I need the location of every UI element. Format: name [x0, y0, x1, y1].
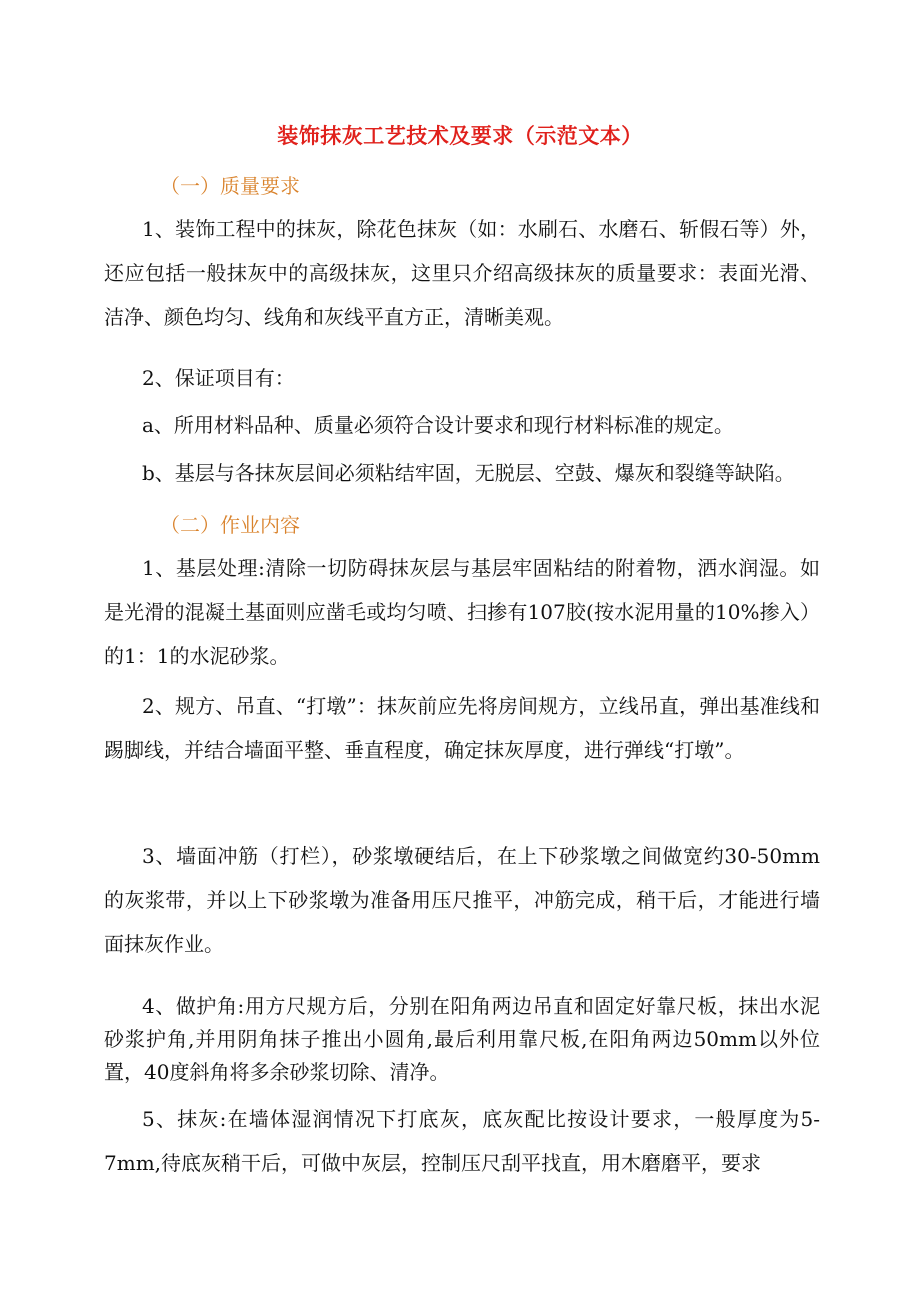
section-heading-quality: （一）质量要求 [160, 174, 300, 198]
document-title: 装饰抹灰工艺技术及要求（示范文本） [277, 123, 643, 148]
paragraph-quality-2: 2、保证项目有： [142, 366, 295, 390]
paragraph-quality-1: 1、装饰工程中的抹灰，除花色抹灰（如：水刷石、水磨石、斩假石等）外，还应包括一般抹灰中的高级抹灰，这里只介绍高级抹灰的质量要求：表面光滑、洁净、颜色均匀、线角和灰线平直方正，清晰美观。 [104, 217, 820, 329]
paragraph-quality-b: b、基层与各抹灰层间必须粘结牢固，无脱层、空鼓、爆灰和裂缝等缺陷。 [142, 461, 795, 485]
paragraph-work-2: 2、规方、吊直、“打墩”：抹灰前应先将房间规方，立线吊直，弹出基准线和踢脚线，并结合墙面平整、垂直程度，确定抹灰厚度，进行弹线“打墩”。 [104, 694, 820, 762]
paragraph-quality-a: a、所用材料品种、质量必须符合设计要求和现行材料标准的规定。 [142, 413, 734, 437]
section-heading-work: （二）作业内容 [160, 513, 300, 537]
paragraph-work-1: 1、基层处理:清除一切防碍抹灰层与基层牢固粘结的附着物，洒水润湿。如是光滑的混凝土基面则应凿毛或均匀喷、扫掺有107胶(按水泥用量的10%掺入）的1：1的水泥砂浆。 [104, 556, 820, 668]
paragraph-work-5: 5、抹灰:在墙体湿润情况下打底灰，底灰配比按设计要求，一般厚度为5-7mm,待底灰稍干后，可做中灰层，控制压尺刮平找直，用木磨磨平，要求 [104, 1107, 820, 1175]
paragraph-work-4: 4、做护角:用方尺规方后，分别在阳角两边吊直和固定好靠尺板，抹出水泥砂浆护角,并用阴角抹子推出小圆角,最后利用靠尺板,在阳角两边50mm以外位置，40度斜角将多余砂浆切除、清净。 [104, 994, 820, 1084]
paragraph-work-3: 3、墙面冲筋（打栏），砂浆墩硬结后，在上下砂浆墩之间做宽约30-50mm的灰浆带，并以上下砂浆墩为准备用压尺推平，冲筋完成，稍干后，才能进行墙面抹灰作业。 [104, 844, 820, 956]
